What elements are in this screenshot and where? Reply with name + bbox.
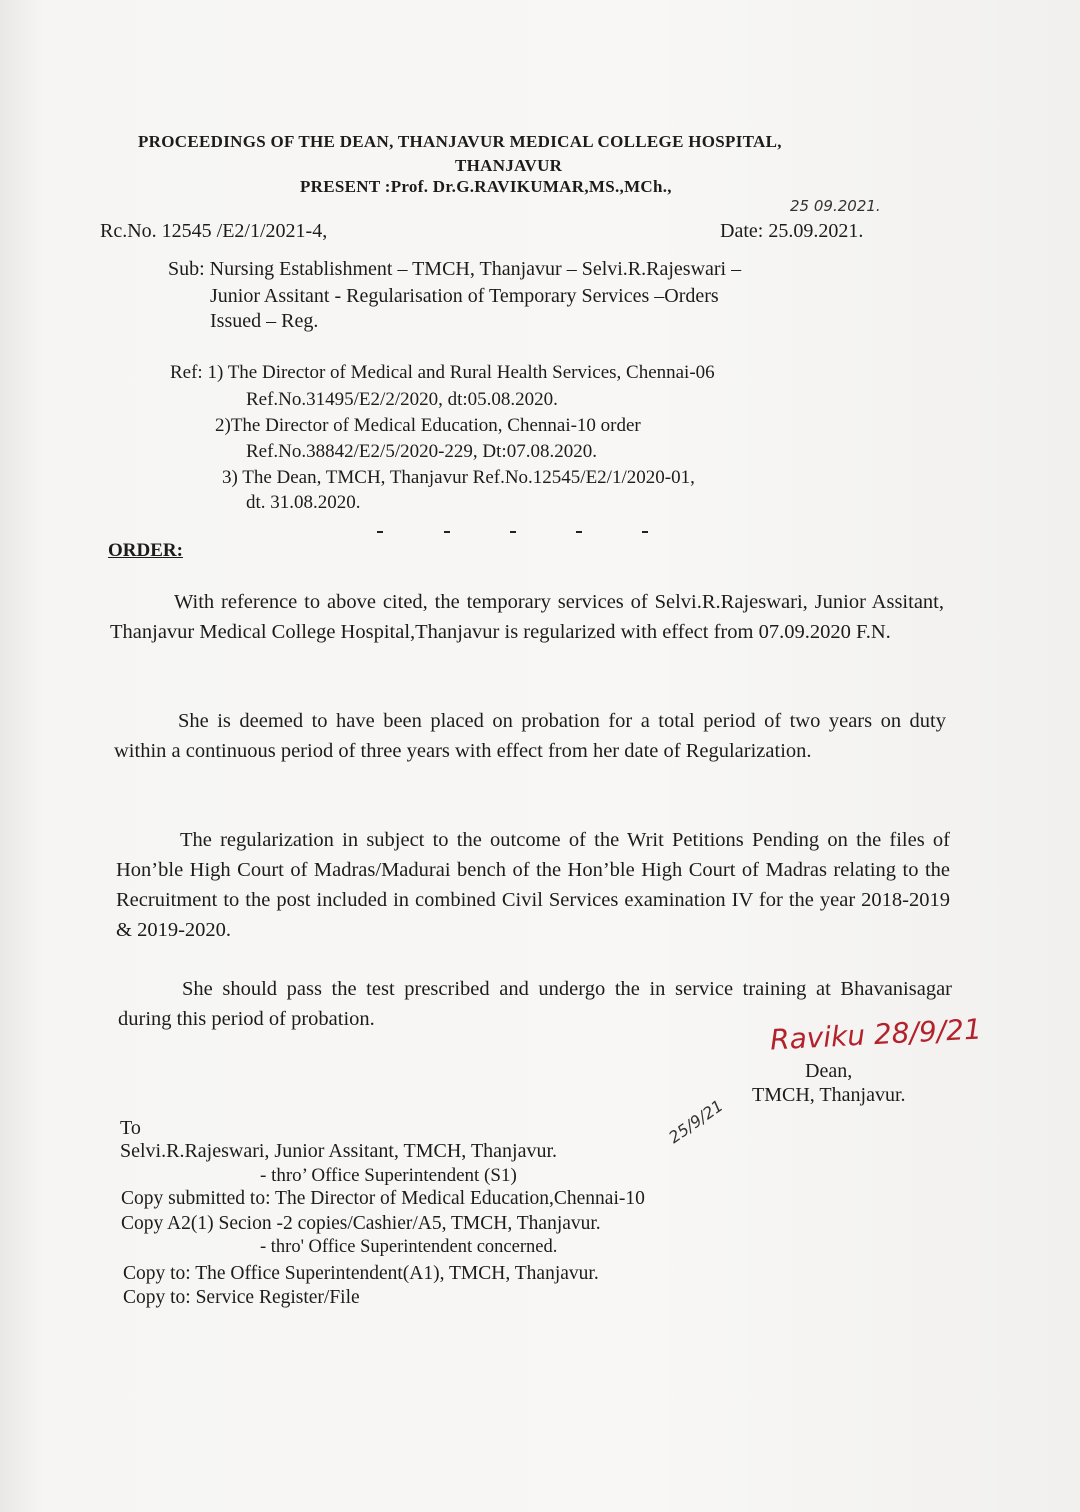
- dean-signature: Raviku 28/9/21: [769, 1012, 983, 1057]
- signatory-office: TMCH, Thanjavur.: [752, 1084, 906, 1106]
- header-title: PROCEEDINGS OF THE DEAN, THANJAVUR MEDICAL COLLEGE HOSPITAL,: [138, 132, 782, 151]
- header-city: THANJAVUR: [455, 156, 563, 175]
- paragraph-text: The regularization in subject to the outcome of the Writ Petitions Pending on the files of Hon’ble High Court of Madras/Madurai bench of the Hon’ble High Court of Madras relating to the Recruitment to the post included in combined Civil Services examination IV for the year 2018-2019 & 2019-2020.: [116, 829, 950, 941]
- order-paragraph: [110, 587, 944, 647]
- distribution-line: - thro' Office Superintendent concerned.: [260, 1237, 558, 1257]
- divider-dash: [576, 531, 582, 533]
- date-label: Date:: [720, 220, 764, 242]
- reference-line: 2)The Director of Medical Education, Chennai-10 order: [215, 415, 641, 436]
- distribution-line: Copy A2(1) Secion -2 copies/Cashier/A5, TMCH, Thanjavur.: [121, 1213, 601, 1234]
- date-day-handwritten: 25: [790, 197, 810, 215]
- document-date: [720, 220, 863, 243]
- order-paragraph: [116, 825, 950, 945]
- divider-dash: [377, 531, 383, 533]
- date-handwritten-note: [790, 197, 881, 215]
- reference-line: dt. 31.08.2020.: [246, 492, 361, 513]
- divider-dash: [642, 531, 648, 533]
- distribution-line: Selvi.R.Rajeswari, Junior Assitant, TMCH, Thanjavur.: [120, 1140, 558, 1162]
- date-printed: 09.2021.: [813, 197, 881, 215]
- reference-line: 3) The Dean, TMCH, Thanjavur Ref.No.12545/E2/1/2020-01,: [222, 467, 695, 488]
- divider-dash: [510, 531, 516, 533]
- initials-date: 25/9/21: [665, 1096, 727, 1147]
- reference-line: Ref: 1) The Director of Medical and Rural Health Services, Chennai-06: [170, 362, 715, 383]
- header-present: PRESENT :Prof. Dr.G.RAVIKUMAR,MS.,MCh.,: [300, 177, 672, 196]
- order-heading: ORDER:: [108, 540, 183, 561]
- reference-line: Ref.No.31495/E2/2/2020, dt:05.08.2020.: [246, 389, 558, 410]
- paragraph-text: She is deemed to have been placed on probation for a total period of two years on duty within a continuous period of three years with effect from her date of Regularization.: [114, 710, 946, 762]
- signatory-title: Dean,: [805, 1060, 853, 1082]
- distribution-line: Copy submitted to: The Director of Medical Education,Chennai-10: [121, 1188, 645, 1209]
- date-value: 25.09.2021.: [768, 220, 864, 242]
- subject-line: Issued – Reg.: [210, 310, 319, 332]
- subject-line: Sub: Nursing Establishment – TMCH, Thanjavur – Selvi.R.Rajeswari –: [168, 258, 742, 280]
- paragraph-text: She should pass the test prescribed and undergo the in service training at Bhavanisagar during this period of probation.: [118, 978, 952, 1030]
- distribution-line: - thro’ Office Superintendent (S1): [260, 1165, 517, 1186]
- subject-line: Junior Assitant - Regularisation of Temporary Services –Orders: [210, 285, 719, 307]
- rc-number: Rc.No. 12545 /E2/1/2021-4,: [100, 220, 328, 242]
- divider-dash: [444, 531, 450, 533]
- distribution-to: To: [120, 1117, 141, 1139]
- order-paragraph: [114, 706, 946, 766]
- paragraph-text: With reference to above cited, the temporary services of Selvi.R.Rajeswari, Junior Assitant, Thanjavur Medical College Hospital,Thanjavur is regularized with effect from 07.09.2020 F.N.: [110, 591, 944, 643]
- distribution-line: Copy to: The Office Superintendent(A1), TMCH, Thanjavur.: [123, 1263, 599, 1284]
- distribution-line: Copy to: Service Register/File: [123, 1287, 360, 1308]
- reference-line: Ref.No.38842/E2/5/2020-229, Dt:07.08.2020.: [246, 441, 597, 462]
